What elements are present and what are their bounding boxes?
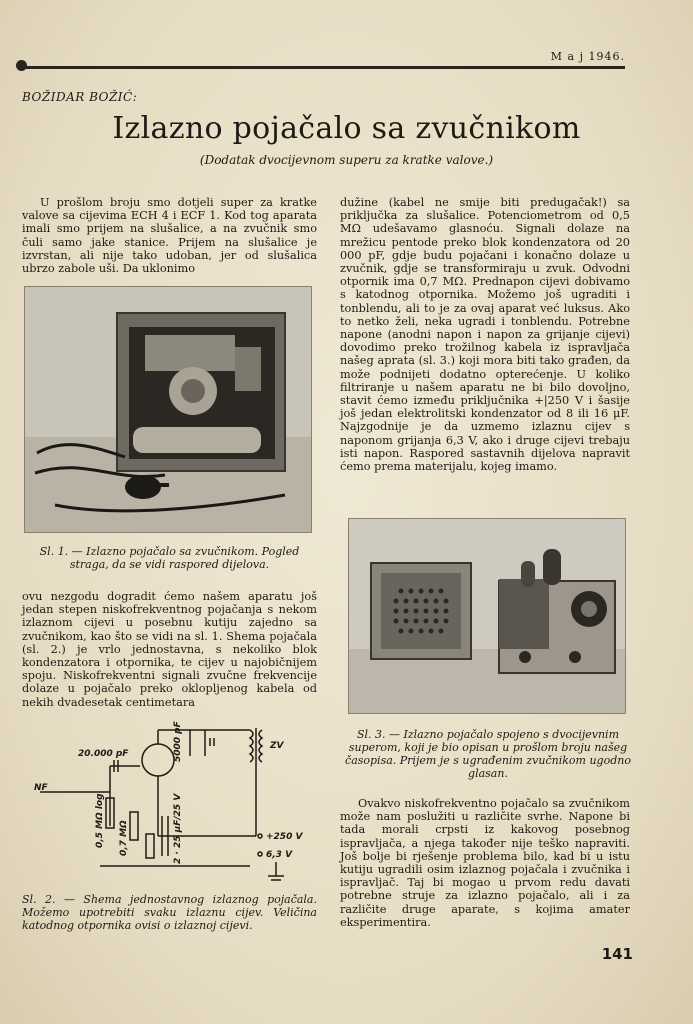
- article-title: Izlazno pojačalo sa zvučnikom: [112, 111, 581, 146]
- article-subtitle: (Dodatak dvocijevnom superu za kratke valove.): [199, 153, 494, 167]
- schematic-c1-label: 20.000 pF: [78, 749, 129, 759]
- schematic-nf-label: NF: [34, 783, 48, 793]
- schematic-c3-label: 2 · 25 μF/25 V: [173, 793, 183, 864]
- figure-1-photo: [24, 286, 312, 533]
- figure-3-caption: Sl. 3. — Izlazno pojačalo spojeno s dvocijevnim superom, koji je bio opisan u prošlom broju našeg časopisa. Prijem je s ugrađenim zvučnikom ugodno glasan.: [345, 728, 631, 780]
- paragraph: U prošlom broju smo dotjeli super za kratke valove sa cijevima ECH 4 i ECF 1. Kod tog aparata imali smo prijem na slušalice, a na zvučnik smo čuli samo jake stanice. Prijem na slušalice je izvrstan, ali nije tako udoban, jer od slušalica ubrzo zabole uši. Da uklonimo: [22, 196, 317, 276]
- figure-2-caption: Sl. 2. — Shema jednostavnog izlaznog pojačala. Možemo upotrebiti svaku izlaznu cijev. Veličina katodnog otpornika ovisi o izlaznoj cijevi.: [22, 893, 317, 932]
- page-number: 141: [601, 945, 633, 963]
- schematic-hv-label: +250 V: [266, 832, 303, 842]
- figure-3-photo: [348, 518, 626, 714]
- article-author: BOŽIDAR BOŽIĆ:: [22, 90, 138, 104]
- header-rule: [20, 66, 625, 69]
- schematic-zv-label: ZV: [270, 741, 284, 751]
- issue-date: M a j 1946.: [550, 50, 625, 63]
- left-column-top: [22, 196, 317, 275]
- figure-2-schematic: [30, 716, 320, 886]
- schematic-r2-label: 0,7 MΩ: [119, 820, 129, 856]
- paragraph: Ovakvo niskofrekventno pojačalo sa zvučnikom može nam poslužiti u različite svrhe. Napone bi tada morali crpsti iz kakovog posebnog ispravljača, a njega također nije teško napraviti. Još bolje bi rješenje problema bilo, kad bi u istu kutiju ugradili osim izlaznog pojačala i zvučnika i ispravljač. Taj bi mogao u prvom redu davati potrebne struje za izlazno pojačalo, ali i za različite druge aparate, s kojima amater eksperimentira.: [340, 797, 630, 929]
- paragraph: dužine (kabel ne smije biti predugačak!) sa priključka za slušalice. Potenciometrom od 0,5 MΩ udešavamo glasnoću. Signali dolaze na mrežicu pentode preko blok kondenzatora od 20 000 pF, gdje budu pojačani i konačno dolaze u zvučnik, gdje se transformiraju u zvuk. Odvodni otpornik ima 0,7 MΩ. Prednapon cijevi dobivamo s katodnog otpornika. Možemo još ugraditi i tonblendu, ali to je za ovaj aparat već luksus. Ako to netko želi, neka ugradi i tonblendu. Potrebne napone (anodni napon i napon za grijanje cijevi) dovodimo preko trožilnog kabela iz ispravljača našeg aprata (sl. 3.) koji mora biti tako građen, da može podnijeti dodatno opterećenje. U koliko filtriranje u našem aparatu ne bi bilo dovoljno, stavit ćemo između priključnika +|250 V i šasije još jedan elektrolitski kondenzator od 8 ili 16 μF. Najzgodnije je da uzmemo izlaznu cijev s naponom grijanja 6,3 V, ako i druge cijevi trebaju isti napon. Raspored sastavnih dijelova napravit ćemo prema materijalu, kojeg imamo.: [340, 196, 630, 474]
- right-column-top: [340, 196, 630, 473]
- right-column-bottom: [340, 797, 630, 929]
- schematic-fil-label: 6,3 V: [266, 850, 293, 860]
- left-column-middle: [22, 590, 317, 709]
- paragraph: ovu nezgodu dogradit ćemo našem aparatu još jedan stepen niskofrekventnog pojačanja s nekom izlaznom cijevi u posebnu kutiju zajedno sa zvučnikom, kao što se vidi na sl. 1. Shema pojačala (sl. 2.) je vrlo jednostavna, s nekoliko blok kondenzatora i otpornika, te cijev u najobičnijem spoju. Niskofrekventni signali zvučne frekvencije dolaze u pojačalo preko oklopljenog kabela od nekih dvadesetak centimetara: [22, 590, 317, 709]
- schematic-r1-label: 0,5 MΩ log: [95, 793, 105, 848]
- figure-1-caption: Sl. 1. — Izlazno pojačalo sa zvučnikom. Pogled straga, da se vidi raspored dijelova.: [39, 545, 300, 571]
- schematic-c2-label: 5000 pF: [173, 721, 183, 762]
